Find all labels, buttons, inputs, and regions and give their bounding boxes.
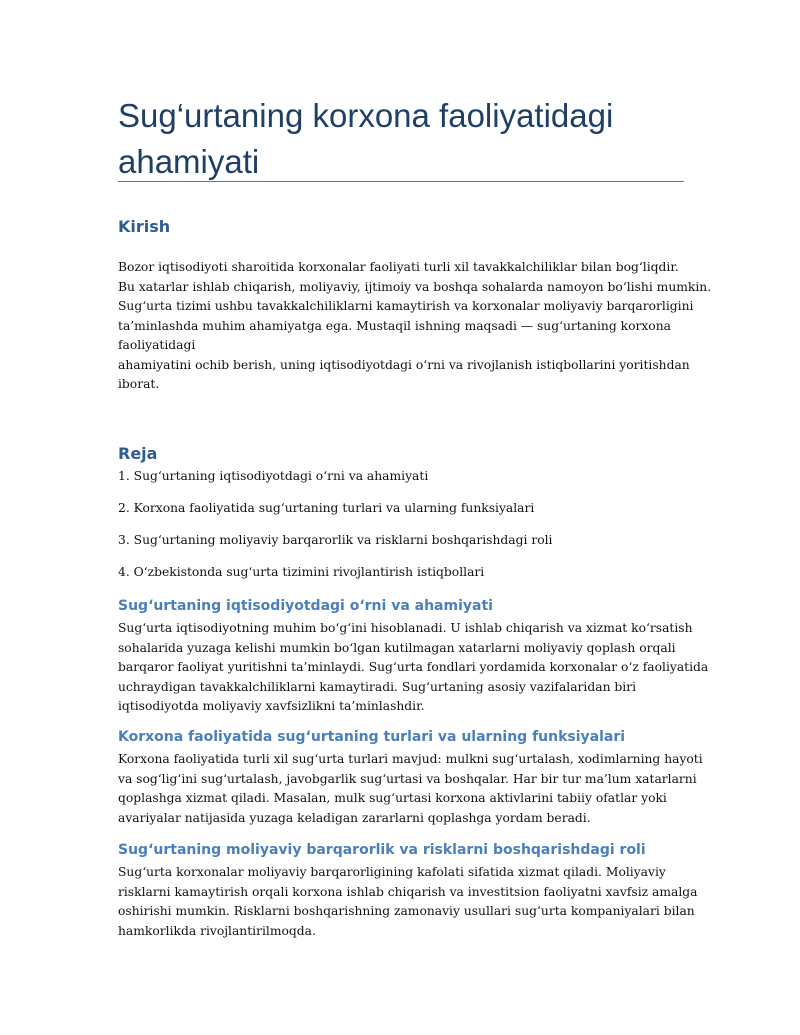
section-heading: Sug‘urtaning moliyaviy barqarorlik va risklarni boshqarishdagi roli [118,842,646,858]
paragraph-line: uchraydigan tavakkalchiliklarni kamaytiradi. Sug‘urtaning asosiy vazifalaridan biri [118,679,637,694]
paragraph-line: oshirishi mumkin. Risklarni boshqarishning zamonaviy usullari sug‘urta kompaniyalari bilan [118,904,695,918]
paragraph-line: sohalarida yuzaga kelishi mumkin bo‘lgan kutilmagan xatarlarni moliyaviy qoplash orqali [118,640,676,655]
paragraph-line: risklarni kamaytirish orqali korxona ishlab chiqarish va investitsion faoliyatni xavfsiz amalga [118,884,698,899]
intro-heading: Kirish [118,217,171,236]
document-title [118,93,688,185]
section-paragraph [118,863,698,941]
plan-heading: Reja [118,444,158,463]
plan-item: 2. Korxona faoliyatida sug‘urtaning turlari va ularning funksiyalari [118,501,535,515]
plan-item: 4. O‘zbekistonda sug‘urta tizimini rivojlantirish istiqbollari [118,565,485,579]
paragraph-line: ahamiyatini ochib berish, uning iqtisodiyotdagi o‘rni va rivojlanish istiqbollarini yoritishdan [118,357,690,372]
title-line: ahamiyati [118,143,260,180]
title-divider [118,181,684,182]
plan-item: 1. Sug‘urtaning iqtisodiyotdagi o‘rni va ahamiyati [118,469,429,483]
paragraph-line: Bozor iqtisodiyoti sharoitida korxonalar faoliyati turli xil tavakkalchiliklar bilan bog‘liqdir. [118,260,679,274]
section-paragraph [118,619,709,717]
paragraph-line: Sug‘urta iqtisodiyotning muhim bo‘g‘ini hisoblanadi. U ishlab chiqarish va xizmat ko‘rsatish [118,621,693,635]
paragraph-line: va sog‘lig‘ini sug‘urtalash, javobgarlik sug‘urtasi va boshqalar. Har bir tur ma’lum xatarlarni [118,771,697,786]
plan-item: 3. Sug‘urtaning moliyaviy barqarorlik va risklarni boshqarishdagi roli [118,533,553,547]
section-heading: Sug‘urtaning iqtisodiyotdagi o‘rni va ahamiyati [118,598,493,614]
paragraph-line: Sug‘urta tizimi ushbu tavakkalchiliklarni kamaytirish va korxonalar moliyaviy barqarorligini [118,299,694,313]
paragraph-line: iqtisodiyotda moliyaviy xavfsizlikni ta’minlashdir. [118,699,425,713]
paragraph-line: Sug‘urta korxonalar moliyaviy barqarorligining kafolati sifatida xizmat qiladi. Moliyaviy [118,865,666,879]
title-line: Sug‘urtaning korxona faoliyatidagi [118,97,614,134]
intro-paragraph [118,258,712,395]
section-paragraph [118,750,703,828]
paragraph-line: ta’minlashda muhim ahamiyatga ega. Mustaqil ishning maqsadi — sug‘urtaning korxona [118,318,671,333]
section-heading: Korxona faoliyatida sug‘urtaning turlari va ularning funksiyalari [118,729,626,745]
paragraph-line: barqaror faoliyat yuritishni ta’minlaydi. Sug‘urta fondlari yordamida korxonalar o‘z faoliyatida [118,660,709,674]
paragraph-line: avariyalar natijasida yuzaga keladigan zararlarni qoplashga yordam beradi. [118,810,591,825]
paragraph-line: hamkorlikda rivojlantirilmoqda. [118,923,316,938]
paragraph-line: Korxona faoliyatida turli xil sug‘urta turlari mavjud: mulkni sug‘urtalash, xodimlarning hayoti [118,752,703,766]
paragraph-line: Bu xatarlar ishlab chiqarish, moliyaviy, ijtimoiy va boshqa sohalarda namoyon bo‘lishi mumkin. [118,279,712,294]
paragraph-line: iborat. [118,377,160,391]
paragraph-line: faoliyatidagi [118,338,196,352]
paragraph-line: qoplashga xizmat qiladi. Masalan, mulk sug‘urtasi korxona aktivlarini tabiiy ofatlar yoki [118,791,667,805]
